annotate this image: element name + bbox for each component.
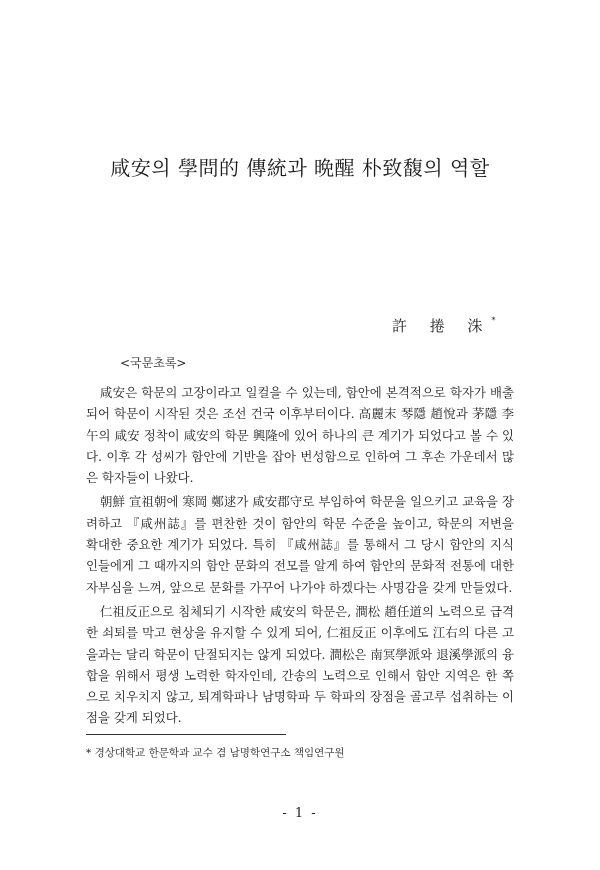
author-name bbox=[392, 315, 496, 336]
footnote-divider bbox=[86, 734, 286, 735]
paper-title: 咸安의 學問的 傳統과 晩醒 朴致馥의 역할 bbox=[110, 156, 490, 180]
abstract-body bbox=[86, 382, 514, 732]
footnote: * 경상대학교 한문학과 교수 겸 남명학연구소 책임연구원 bbox=[86, 747, 345, 759]
abstract-paragraph: 咸安은 학문의 고장이라고 일컬을 수 있는데, 함안에 본격적으로 학자가 배출되어 학문이 시작된 것은 조선 건국 이후부터이다. 高麗末 琴隱 趙悅과 茅隱 李午의 咸安 정착이 咸安의 학문 興隆에 있어 하나의 큰 계기가 되었다고 볼 수 있다. 이후 각 성씨가 함안에 기반을 잡아 번성함으로 인하여 그 후손 가운데서 많은 학자들이 나왔다. bbox=[86, 385, 514, 486]
author-footnote-mark: * bbox=[491, 316, 496, 325]
abstract-paragraph: 仁祖反正으로 침체되기 시작한 咸安의 학문은, 澗松 趙任道의 노력으로 급격한 쇠퇴를 막고 현상을 유지할 수 있게 되어, 仁祖反正 이후에도 江右의 다른 고을과는 달리 학문이 단절되지는 않게 되었다. 澗松은 南冥學派와 退溪學派의 융합을 위해서 평생 노력한 학자인데, 간송의 노력으로 인해서 함안 지역은 한 쪽으로 치우치지 않고, 퇴계학파나 남명학파 두 학파의 장점을 골고루 섭취하는 이점을 갖게 되었다. bbox=[86, 603, 514, 726]
page-number: - 1 - bbox=[282, 806, 318, 821]
author-text: 許 捲 洙 bbox=[392, 317, 492, 335]
abstract-paragraph: 朝鮮 宣祖朝에 寒岡 鄭逑가 咸安郡守로 부임하여 학문을 일으키고 교육을 장려하고 『咸州誌』를 편찬한 것이 함안의 학문 수준을 높이고, 학문의 저변을 확대한 중요한 계기가 되었다. 특히 『咸州誌』를 통해서 그 당시 함안의 지식인들에게 그 때까지의 함안 문화의 전모를 알게 하여 함안의 문화적 전통에 대한 자부심을 느껴, 앞으로 문화를 가꾸어 나가야 하겠다는 사명감을 갖게 만들었다. bbox=[86, 494, 514, 595]
abstract-heading: <국문초록> bbox=[120, 356, 187, 370]
